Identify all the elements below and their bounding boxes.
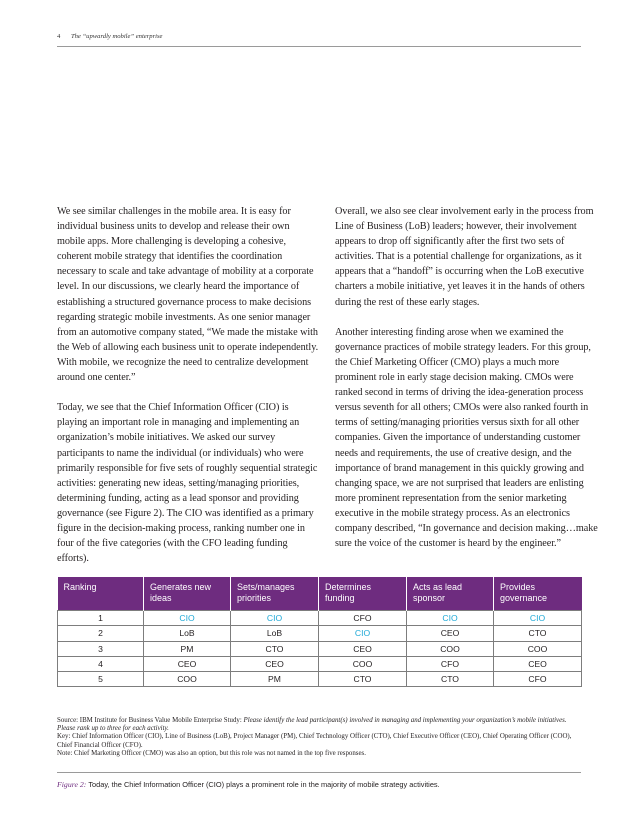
table-cell: CTO: [407, 672, 494, 687]
table-row: [58, 656, 582, 671]
table-cell: CFO: [407, 656, 494, 671]
table-cell: CEO: [319, 641, 407, 656]
table-cell: CTO: [319, 672, 407, 687]
table-cell: LoB: [144, 626, 231, 641]
rank-cell: 3: [58, 641, 144, 656]
table-cell: LoB: [231, 626, 319, 641]
column-header: Sets/manages priorities: [231, 577, 319, 611]
table-cell: CIO: [319, 626, 407, 641]
table-row: [58, 626, 582, 641]
table-cell: CIO: [494, 611, 582, 626]
column-header: Generates new ideas: [144, 577, 231, 611]
ranking-table: [57, 577, 582, 687]
paragraph: Another interesting finding arose when we examined the governance practices of mobile strategy leaders. For this group, the Chief Marketing Officer (CMO) plays a much more prominent role in early stage decision making. CMOs were ranked second in terms of driving the idea-generation process versus seventh for all others; CMOs were also ranked fourth in terms of setting/managing priorities versus sixth for all other companies. Given the importance of understanding customer needs and requirements, the use of creative design, and the importance of brand management in this quickly growing and changing space, we are not surprised that leaders are enlisting more prominent representation from the senior marketing executive in the mobile strategy process. As an electronics company described, “In governance and decision making…make sure the voice of the customer is heard by the engineer.”: [335, 326, 598, 550]
body-column-left: [57, 204, 319, 566]
rank-cell: 1: [58, 611, 144, 626]
key-line: Key: Chief Information Officer (CIO), Line of Business (LoB), Project Manager (PM), Chief Technology Officer (CTO), Chief Executive Officer (CEO), Chief Operating Officer (COO), Chief Financial Officer (CFO).: [57, 733, 572, 749]
table-cell: COO: [407, 641, 494, 656]
table-cell: CEO: [494, 656, 582, 671]
rank-cell: 2: [58, 626, 144, 641]
source-label: Source: IBM Institute for Business Value Mobile Enterprise Study:: [57, 717, 242, 724]
figure-label: Figure 2:: [57, 780, 87, 789]
caption-divider: [57, 772, 581, 773]
table-row: [58, 611, 582, 626]
table-cell: COO: [144, 672, 231, 687]
paragraph: Today, we see that the Chief Information Officer (CIO) is playing an important role in managing and implementing an organization’s mobile initiatives. We asked our survey participants to name the individual (or individuals) who were primarily responsible for five sets of roughly sequential strategic activities: generating new ideas, setting/managing priorities, determining funding, acting as a lead sponsor and providing governance (see Figure 2). The CIO was identified as a primary figure in the decision-making process, ranking number one in four of the five categories (with the CFO leading funding efforts).: [57, 402, 318, 565]
table-row: [58, 641, 582, 656]
note-line: Note: Chief Marketing Officer (CMO) was also an option, but this role was not named in the top five responses.: [57, 749, 366, 757]
figure-caption-text: Today, the Chief Information Officer (CIO) plays a prominent role in the majority of mobile strategy activities.: [88, 780, 440, 789]
column-header: Ranking: [58, 577, 144, 611]
source-question: Please identify the lead participant(s) involved in managing and implementing your organization’s mobile initiatives. Please rank up to three for each activity.: [57, 717, 567, 733]
column-header: Determines funding: [319, 577, 407, 611]
table-row: [58, 672, 582, 687]
table-cell: CIO: [231, 611, 319, 626]
table-cell: CIO: [144, 611, 231, 626]
running-title: The “upwardly mobile” enterprise: [70, 33, 163, 40]
column-header: Provides governance: [494, 577, 582, 611]
table-cell: CEO: [407, 626, 494, 641]
source-notes: [57, 717, 585, 758]
table-cell: PM: [144, 641, 231, 656]
header-divider: [57, 46, 581, 47]
running-header: [57, 33, 581, 40]
figure-caption: [57, 780, 581, 789]
table-cell: COO: [494, 641, 582, 656]
table-cell: CFO: [494, 672, 582, 687]
rank-cell: 5: [58, 672, 144, 687]
table-cell: CEO: [231, 656, 319, 671]
table-cell: COO: [319, 656, 407, 671]
table-cell: CIO: [407, 611, 494, 626]
paragraph: Overall, we also see clear involvement early in the process from Line of Business (LoB) leaders; however, their involvement appears to drop off significantly after the first two sets of activities. That is a potential challenge for organizations, as it appears that a “handoff” is occurring when the LoB executive charters a mobile initiative, yet leaves it in the hands of others during the rest of these early stages.: [335, 206, 594, 308]
table-cell: CEO: [144, 656, 231, 671]
table-header-row: [58, 577, 582, 611]
column-header: Acts as lead sponsor: [407, 577, 494, 611]
page-number: 4: [57, 33, 61, 40]
rank-cell: 4: [58, 656, 144, 671]
table-cell: CTO: [231, 641, 319, 656]
source-line: [57, 717, 585, 733]
table-cell: CFO: [319, 611, 407, 626]
body-column-right: [335, 204, 603, 551]
paragraph: We see similar challenges in the mobile area. It is easy for individual business units to develop and release their own mobile apps. More challenging is developing a cohesive, coherent mobile strategy that identifies the coordination necessary to scale and take advantage of mobility at a corporate level. In our discussions, we clearly heard the importance of establishing a structured governance process to make decisions regarding strategic mobile investments. As one senior manager from an automotive company stated, “We made the mistake with the Web of allowing each business unit to operate independently. With mobile, we recognize the need to centralize development around one center.”: [57, 206, 319, 384]
table-cell: CTO: [494, 626, 582, 641]
table-cell: PM: [231, 672, 319, 687]
